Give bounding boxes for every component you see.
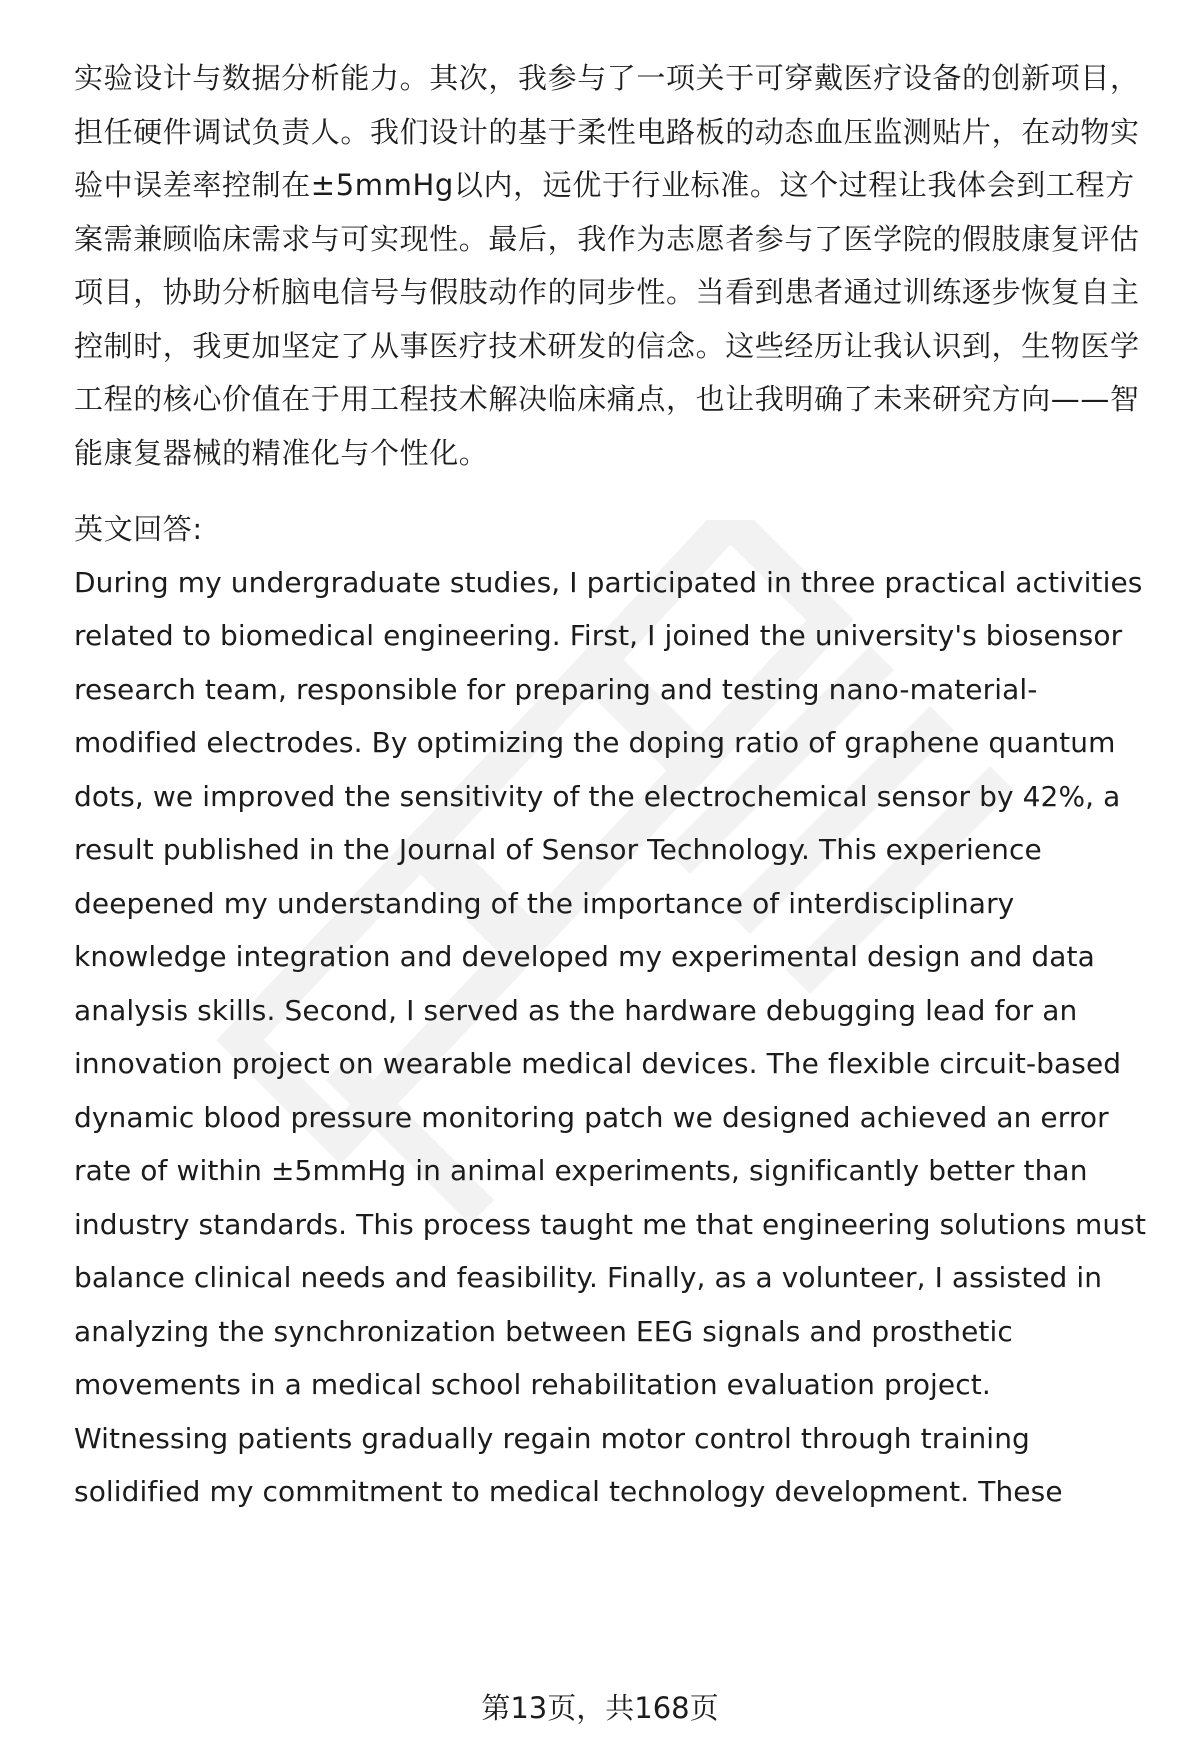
paragraph-line: 验中误差率控制在±5mmHg以内，远优于行业标准。这个过程让我体会到工程方 [74,168,1135,202]
paragraph-line: balance clinical needs and feasibility. Finally, as a volunteer, I assisted in [74,1261,1103,1294]
section-heading: 英文回答: [74,512,203,546]
paragraph-line: 控制时，我更加坚定了从事医疗技术研发的信念。这些经历让我认识到，生物医学 [74,329,1140,363]
paragraph-line: related to biomedical engineering. First, I joined the university's biosensor [74,619,1123,652]
paragraph-line: modified electrodes. By optimizing the doping ratio of graphene quantum [74,726,1116,759]
paragraph-line: innovation project on wearable medical devices. The flexible circuit-based [74,1047,1122,1080]
paragraph-line: dynamic blood pressure monitoring patch we designed achieved an error [74,1101,1109,1134]
paragraph-line: 担任硬件调试负责人。我们设计的基于柔性电路板的动态血压监测贴片，在动物实 [74,115,1140,149]
paragraph-line: rate of within ±5mmHg in animal experiments, significantly better than [74,1154,1088,1187]
paragraph-line: 实验设计与数据分析能力。其次，我参与了一项关于可穿戴医疗设备的创新项目， [74,61,1140,95]
paragraph-line: 项目，协助分析脑电信号与假肢动作的同步性。当看到患者通过训练逐步恢复自主 [74,275,1140,309]
paragraph-line: analyzing the synchronization between EEG signals and prosthetic [74,1315,1013,1348]
paragraph-line: 案需兼顾临床需求与可实现性。最后，我作为志愿者参与了医学院的假肢康复评估 [74,222,1140,256]
paragraph-line: 工程的核心价值在于用工程技术解决临床痛点，也让我明确了未来研究方向——智 [74,382,1140,416]
paragraph-line: analysis skills. Second, I served as the hardware debugging lead for an [74,994,1078,1027]
paragraph-line: research team, responsible for preparing and testing nano-material- [74,673,1038,706]
paragraph-line: 能康复器械的精准化与个性化。 [74,436,489,470]
paragraph-line: solidified my commitment to medical technology development. These [74,1475,1063,1508]
paragraph-line: deepened my understanding of the importance of interdisciplinary [74,887,1015,920]
paragraph-line: industry standards. This process taught me that engineering solutions must [74,1208,1147,1241]
paragraph-line: result published in the Journal of Sensor Technology. This experience [74,833,1042,866]
paragraph-line: dots, we improved the sensitivity of the electrochemical sensor by 42%, a [74,780,1121,813]
paragraph-line: Witnessing patients gradually regain motor control through training [74,1422,1030,1455]
page-number-footer: 第13页，共168页 [481,1691,719,1725]
paragraph-line: During my undergraduate studies, I participated in three practical activities [74,566,1143,599]
paragraph-line: knowledge integration and developed my experimental design and data [74,940,1095,973]
paragraph-line: movements in a medical school rehabilitation evaluation project. [74,1368,991,1401]
